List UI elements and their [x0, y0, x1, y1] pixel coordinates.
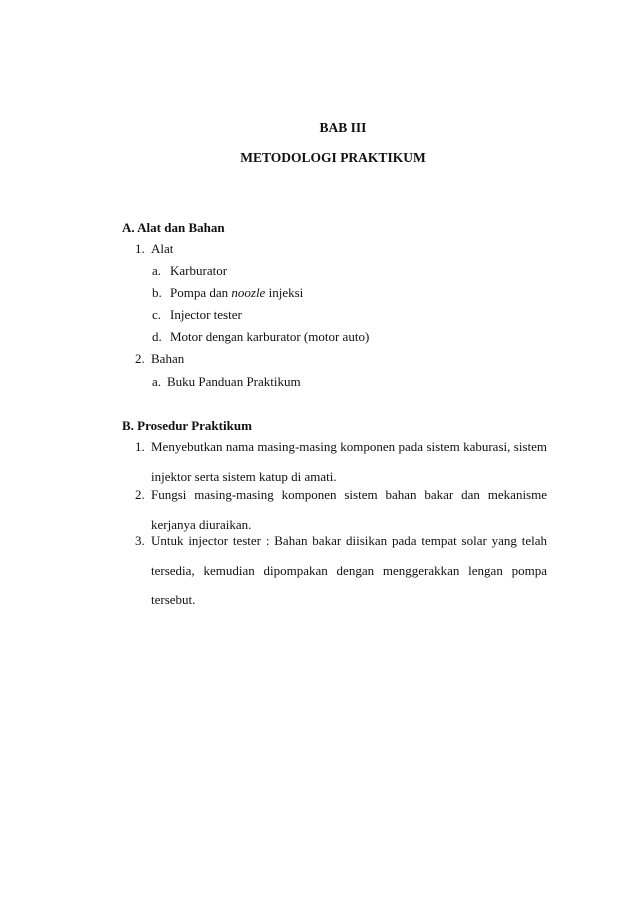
- step-line: injektor serta sistem katup di amati.: [151, 468, 337, 484]
- chapter-title: METODOLOGI PRAKTIKUM: [240, 150, 426, 165]
- list-item-text-part: Pompa dan: [170, 285, 232, 300]
- list-item-mark: d.: [152, 329, 162, 344]
- group-label: Alat: [151, 241, 174, 256]
- list-item-text: Karburator: [170, 263, 228, 278]
- step-line: kerjanya diuraikan.: [151, 516, 252, 532]
- chapter-label: BAB III: [319, 120, 367, 135]
- list-item-text: [170, 285, 303, 301]
- step-line: Untuk injector tester : Bahan bakar diisikan pada tempat solar yang telah: [151, 533, 547, 548]
- group-number: 2.: [135, 351, 145, 366]
- list-item-mark: c.: [152, 307, 162, 322]
- list-item-mark: a.: [152, 374, 162, 389]
- step-line: tersebut.: [151, 592, 196, 607]
- section-b-title: B. Prosedur Praktikum: [122, 418, 252, 433]
- section-a-title: A. Alat dan Bahan: [122, 220, 225, 235]
- list-item-text: Injector tester: [170, 307, 242, 322]
- step-line: tersedia, kemudian dipompakan dengan menggerakkan lengan pompa: [151, 562, 547, 578]
- group-number: 1.: [135, 241, 145, 256]
- list-item-text: Motor dengan karburator (motor auto): [170, 329, 370, 344]
- list-item-text: Buku Panduan Praktikum: [167, 374, 301, 389]
- list-item-text-part: injeksi: [265, 285, 304, 300]
- group-label: Bahan: [151, 351, 185, 366]
- step-line: Fungsi masing-masing komponen sistem bahan bakar dan mekanisme: [151, 487, 547, 502]
- step-number: 2.: [135, 487, 145, 502]
- list-item-mark: b.: [152, 285, 162, 300]
- list-item-italic-term: noozle: [231, 285, 266, 300]
- step-line: Menyebutkan nama masing-masing komponen pada sistem kaburasi, sistem: [151, 439, 547, 454]
- step-number: 3.: [135, 533, 145, 548]
- list-item-mark: a.: [152, 263, 162, 278]
- step-number: 1.: [135, 439, 145, 454]
- step-text: [151, 526, 547, 615]
